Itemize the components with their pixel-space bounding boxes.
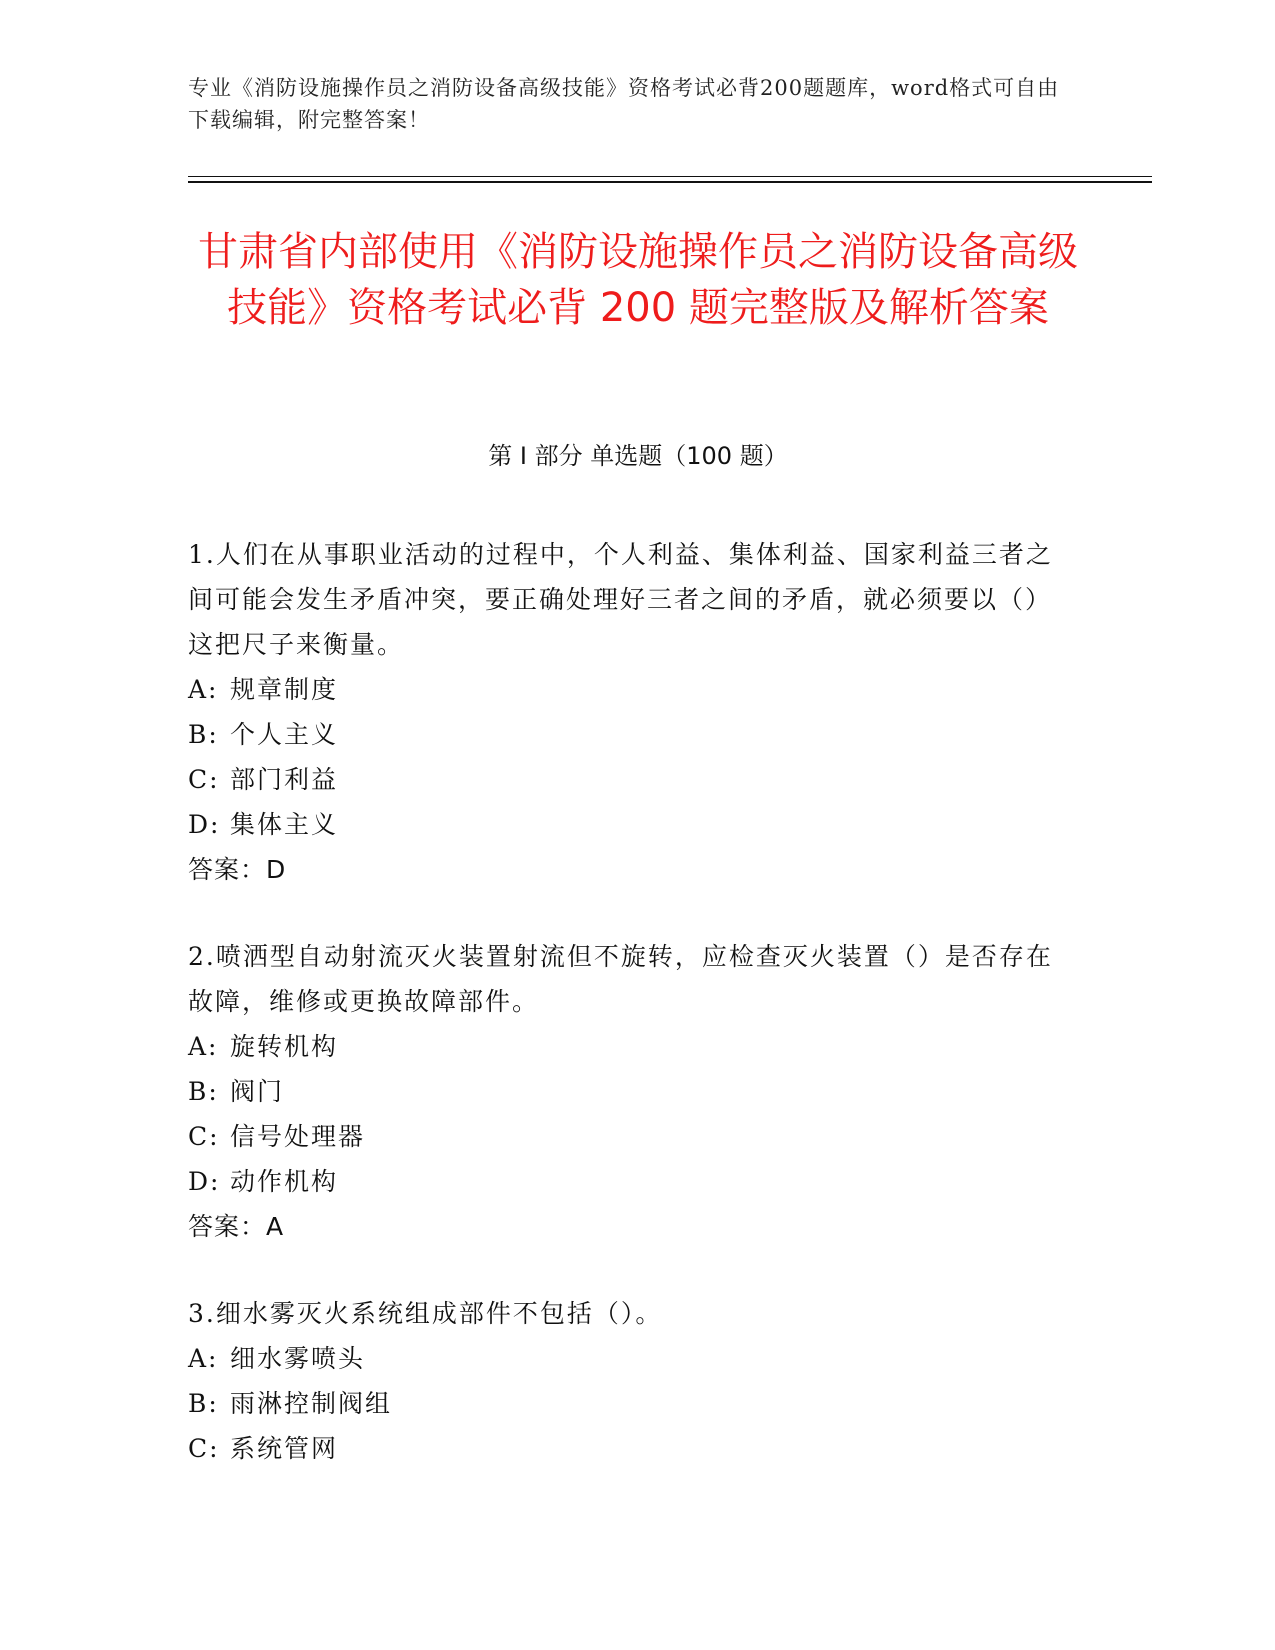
- option-text: 雨淋控制阀组: [230, 1389, 393, 1418]
- option-key: D:: [188, 1167, 221, 1196]
- option-b: [188, 1381, 1068, 1426]
- option-key: D:: [188, 810, 221, 839]
- option-c: [188, 757, 1068, 802]
- option-b: [188, 1069, 1068, 1114]
- answer-line: 答案：A: [188, 1212, 285, 1241]
- option-key: A:: [188, 1032, 219, 1061]
- option-key: A:: [188, 675, 219, 704]
- option-key: C:: [188, 1122, 220, 1151]
- header-divider-thin: [188, 176, 1152, 177]
- option-key: B:: [188, 720, 219, 749]
- option-b: [188, 712, 1068, 757]
- section-heading: 第 I 部分 单选题（100 题）: [488, 442, 788, 470]
- option-text: 阀门: [230, 1077, 285, 1106]
- option-a: [188, 1336, 1068, 1381]
- option-key: B:: [188, 1389, 219, 1418]
- option-text: 规章制度: [230, 675, 339, 704]
- option-d: [188, 1159, 1068, 1204]
- option-key: C:: [188, 1434, 220, 1463]
- answer-line: 答案：D: [188, 855, 287, 884]
- header-note: 专业《消防设施操作员之消防设备高级技能》资格考试必背200题题库，word格式可自由下载编辑，附完整答案！: [188, 76, 1060, 132]
- option-a: [188, 667, 1068, 712]
- question-3: [188, 1291, 1068, 1471]
- option-c: [188, 1114, 1068, 1159]
- question-list: [188, 532, 1068, 1513]
- question-stem: 1.人们在从事职业活动的过程中，个人利益、集体利益、国家利益三者之间可能会发生矛盾冲突，要正确处理好三者之间的矛盾，就必须要以（）这把尺子来衡量。: [188, 540, 1053, 659]
- header-divider-thick: [188, 181, 1152, 183]
- option-a: [188, 1024, 1068, 1069]
- option-text: 旋转机构: [230, 1032, 339, 1061]
- option-d: [188, 802, 1068, 847]
- question-stem: 3.细水雾灭火系统组成部件不包括（）。: [188, 1299, 663, 1328]
- option-text: 动作机构: [230, 1167, 339, 1196]
- option-text: 部门利益: [230, 765, 339, 794]
- option-text: 个人主义: [230, 720, 339, 749]
- option-c: [188, 1426, 1068, 1471]
- question-2: [188, 934, 1068, 1249]
- option-key: A:: [188, 1344, 219, 1373]
- option-key: C:: [188, 765, 220, 794]
- option-text: 信号处理器: [230, 1122, 366, 1151]
- option-text: 系统管网: [230, 1434, 339, 1463]
- question-1: [188, 532, 1068, 892]
- option-text: 细水雾喷头: [230, 1344, 366, 1373]
- document-title: 甘肃省内部使用《消防设施操作员之消防设备高级技能》资格考试必背 200 题完整版及解析答案: [198, 229, 1078, 331]
- option-key: B:: [188, 1077, 219, 1106]
- option-text: 集体主义: [230, 810, 339, 839]
- question-stem: 2.喷洒型自动射流灭火装置射流但不旋转，应检查灭火装置（）是否存在故障，维修或更换故障部件。: [188, 942, 1053, 1016]
